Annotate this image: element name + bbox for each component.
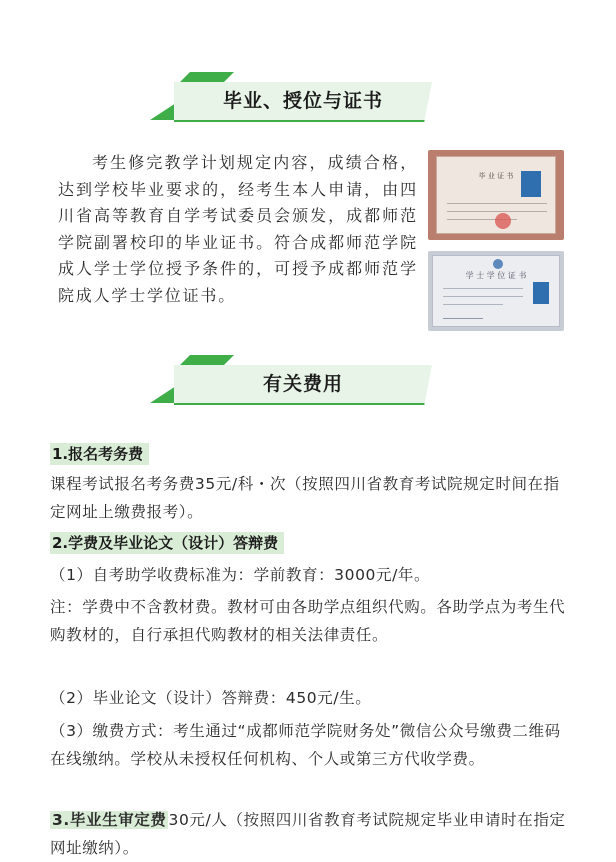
banner-title: 毕业、授位与证书 [222, 90, 383, 112]
text-line [443, 296, 523, 297]
fee-note: 注：学费中不含教材费。教材可由各助学点组织代购。各助学点为考生代购教材的，自行承担代购教材的相关法律责任。 [50, 598, 566, 644]
section-banner-fees [150, 355, 432, 403]
graduation-certificate-image [428, 150, 564, 240]
fee-section-3 [50, 806, 568, 862]
school-emblem [493, 259, 503, 269]
fee-section-title: 1.报名考务费 [50, 443, 149, 465]
certificate-title: 学 士 学 位 证 书 [465, 271, 527, 280]
intro-paragraph [58, 150, 418, 309]
text-line [443, 288, 523, 289]
text-line [443, 318, 483, 319]
text-line [447, 203, 547, 204]
student-photo [521, 171, 541, 197]
text-line [447, 211, 547, 212]
certificate-title: 毕 业 证 书 [478, 172, 514, 180]
banner-title: 有关费用 [262, 373, 343, 395]
degree-certificate-image [428, 251, 564, 331]
fee-section-text: 30元/人（按照四川省教育考试院规定毕业申请时在指定网址缴纳）。 [50, 811, 566, 857]
banner-accent [180, 355, 234, 365]
student-photo [533, 282, 549, 304]
text-line [443, 304, 503, 305]
fee-item: （1）自考助学收费标准为：学前教育：3000元/年。 [50, 566, 431, 584]
banner-accent [180, 72, 234, 82]
fee-item: （3）缴费方式：考生通过“成都师范学院财务处”微信公众号缴费二维码在线缴纳。学校从未授权任何机构、个人或第三方代收学费。 [50, 722, 561, 768]
intro-text: 考生修完教学计划规定内容，成绩合格，达到学校毕业要求的，经考生本人申请，由四川省高等教育自学考试委员会颁发，成都师范学院副署校印的毕业证书。符合成都师范学院成人学士学位授予条件的，可授予成都师范学院成人学士学位证书。 [58, 153, 418, 305]
fee-section-title: 2.学费及毕业论文（设计）答辩费 [50, 532, 284, 554]
fee-item: （2）毕业论文（设计）答辩费：450元/生。 [50, 689, 372, 707]
official-seal [495, 213, 511, 229]
fee-section-text: 课程考试报名考务费35元/科・次（按照四川省教育考试院规定时间在指定网址上缴费报考）。 [50, 475, 560, 521]
section-banner-graduation [150, 72, 432, 120]
fee-section-title: 3.毕业生审定费 [52, 811, 167, 829]
